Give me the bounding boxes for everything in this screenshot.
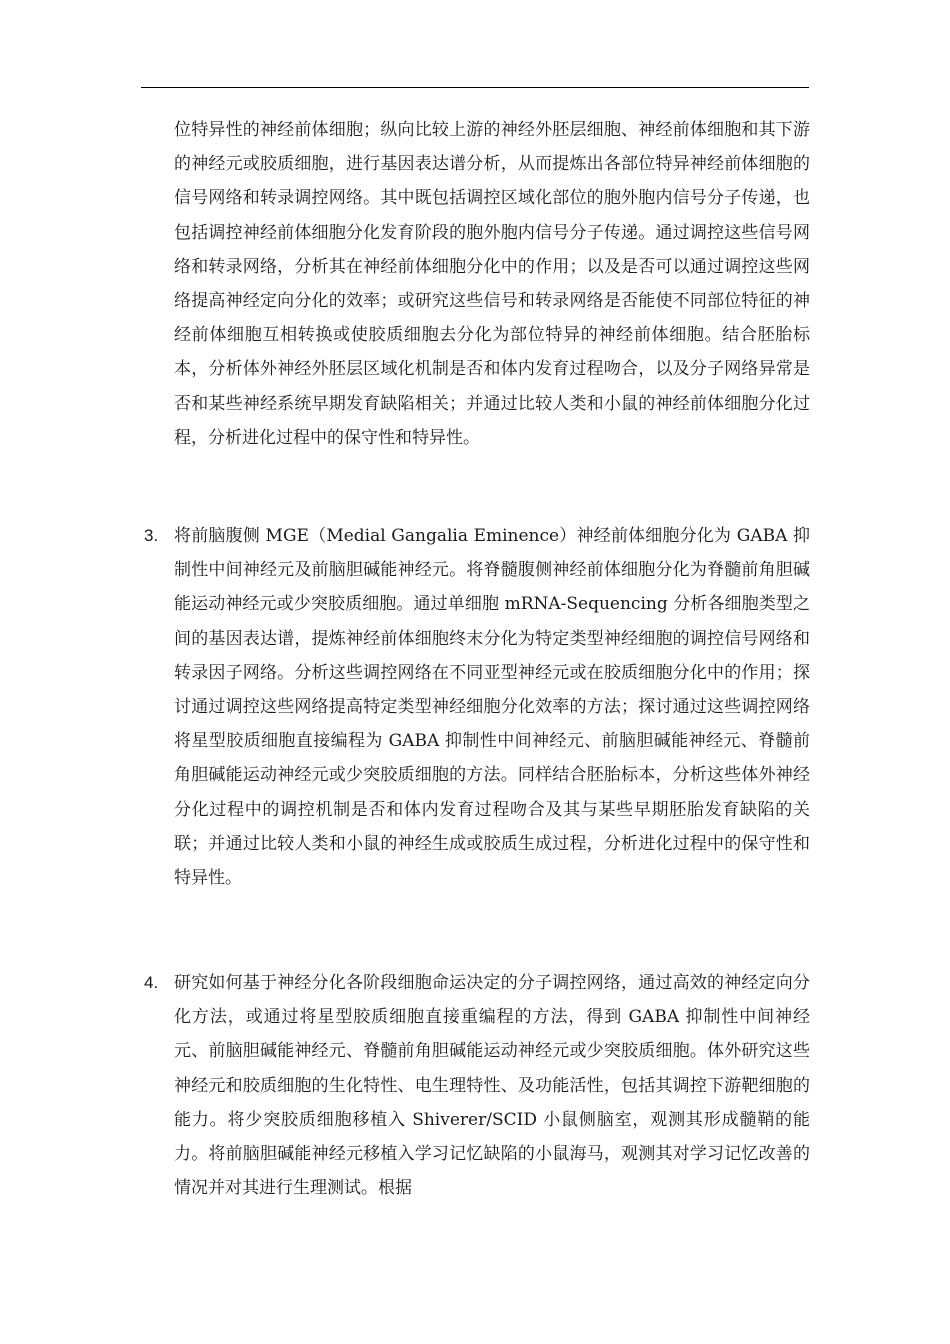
list-item-text: 将前脑腹侧 MGE（Medial Gangalia Eminence）神经前体细胞分化为 GABA 抑制性中间神经元及前脑胆碱能神经元。将脊髓腹侧神经前体细胞分化为脊髓前角胆碱能运动神经元或少突胶质细胞。通过单细胞 mRNA-Sequencing 分析各细胞类型之间的基因表达谱，提炼神经前体细胞终末分化为特定类型神经细胞的调控信号网络和转录因子网络。分析这些调控网络在不同亚型神经元或在胶质细胞分化中的作用；探讨通过调控这些网络提高特定类型神经细胞分化效率的方法；探讨通过这些调控网络将星型胶质细胞直接编程为 GABA 抑制性中间神经元、前脑胆碱能神经元、脊髓前角胆碱能运动神经元或少突胶质细胞的方法。同样结合胚胎标本，分析这些体外神经分化过程中的调控机制是否和体内发育过程吻合及其与某些早期胚胎发育缺陷的关联；并通过比较人类和小鼠的神经生成或胶质生成过程，分析进化过程中的保守性和特异性。 [174, 526, 810, 889]
list-item-number: 4. [144, 973, 159, 992]
header-rule [141, 87, 809, 88]
list-item-number: 3. [144, 526, 159, 545]
list-item-text: 研究如何基于神经分化各阶段细胞命运决定的分子调控网络，通过高效的神经定向分化方法，或通过将星型胶质细胞直接重编程的方法，得到 GABA 抑制性中间神经元、前脑胆碱能神经元、脊髓前角胆碱能运动神经元或少突胶质细胞。体外研究这些神经元和胶质细胞的生化特性、电生理特性、及功能活性，包括其调控下游靶细胞的能力。将少突胶质细胞移植入 Shiverer/SCID 小鼠侧脑室，观测其形成髓鞘的能力。将前脑胆碱能神经元移植入学习记忆缺陷的小鼠海马，观测其对学习记忆改善的情况并对其进行生理测试。根据 [174, 973, 810, 1199]
list-item [144, 519, 810, 895]
continuation-paragraph: 位特异性的神经前体细胞；纵向比较上游的神经外胚层细胞、神经前体细胞和其下游的神经元或胶质细胞，进行基因表达谱分析，从而提炼出各部位特异神经前体细胞的信号网络和转录调控网络。其中既包括调控区域化部位的胞外胞内信号分子传递，也包括调控神经前体细胞分化发育阶段的胞外胞内信号分子传递。通过调控这些信号网络和转录网络，分析其在神经前体细胞分化中的作用；以及是否可以通过调控这些网络提高神经定向分化的效率；或研究这些信号和转录网络是否能使不同部位特征的神经前体细胞互相转换或使胶质细胞去分化为部位特异的神经前体细胞。结合胚胎标本，分析体外神经外胚层区域化机制是否和体内发育过程吻合，以及分子网络异常是否和某些神经系统早期发育缺陷相关；并通过比较人类和小鼠的神经前体细胞分化过程，分析进化过程中的保守性和特异性。 [174, 120, 810, 448]
list-item [144, 966, 810, 1205]
